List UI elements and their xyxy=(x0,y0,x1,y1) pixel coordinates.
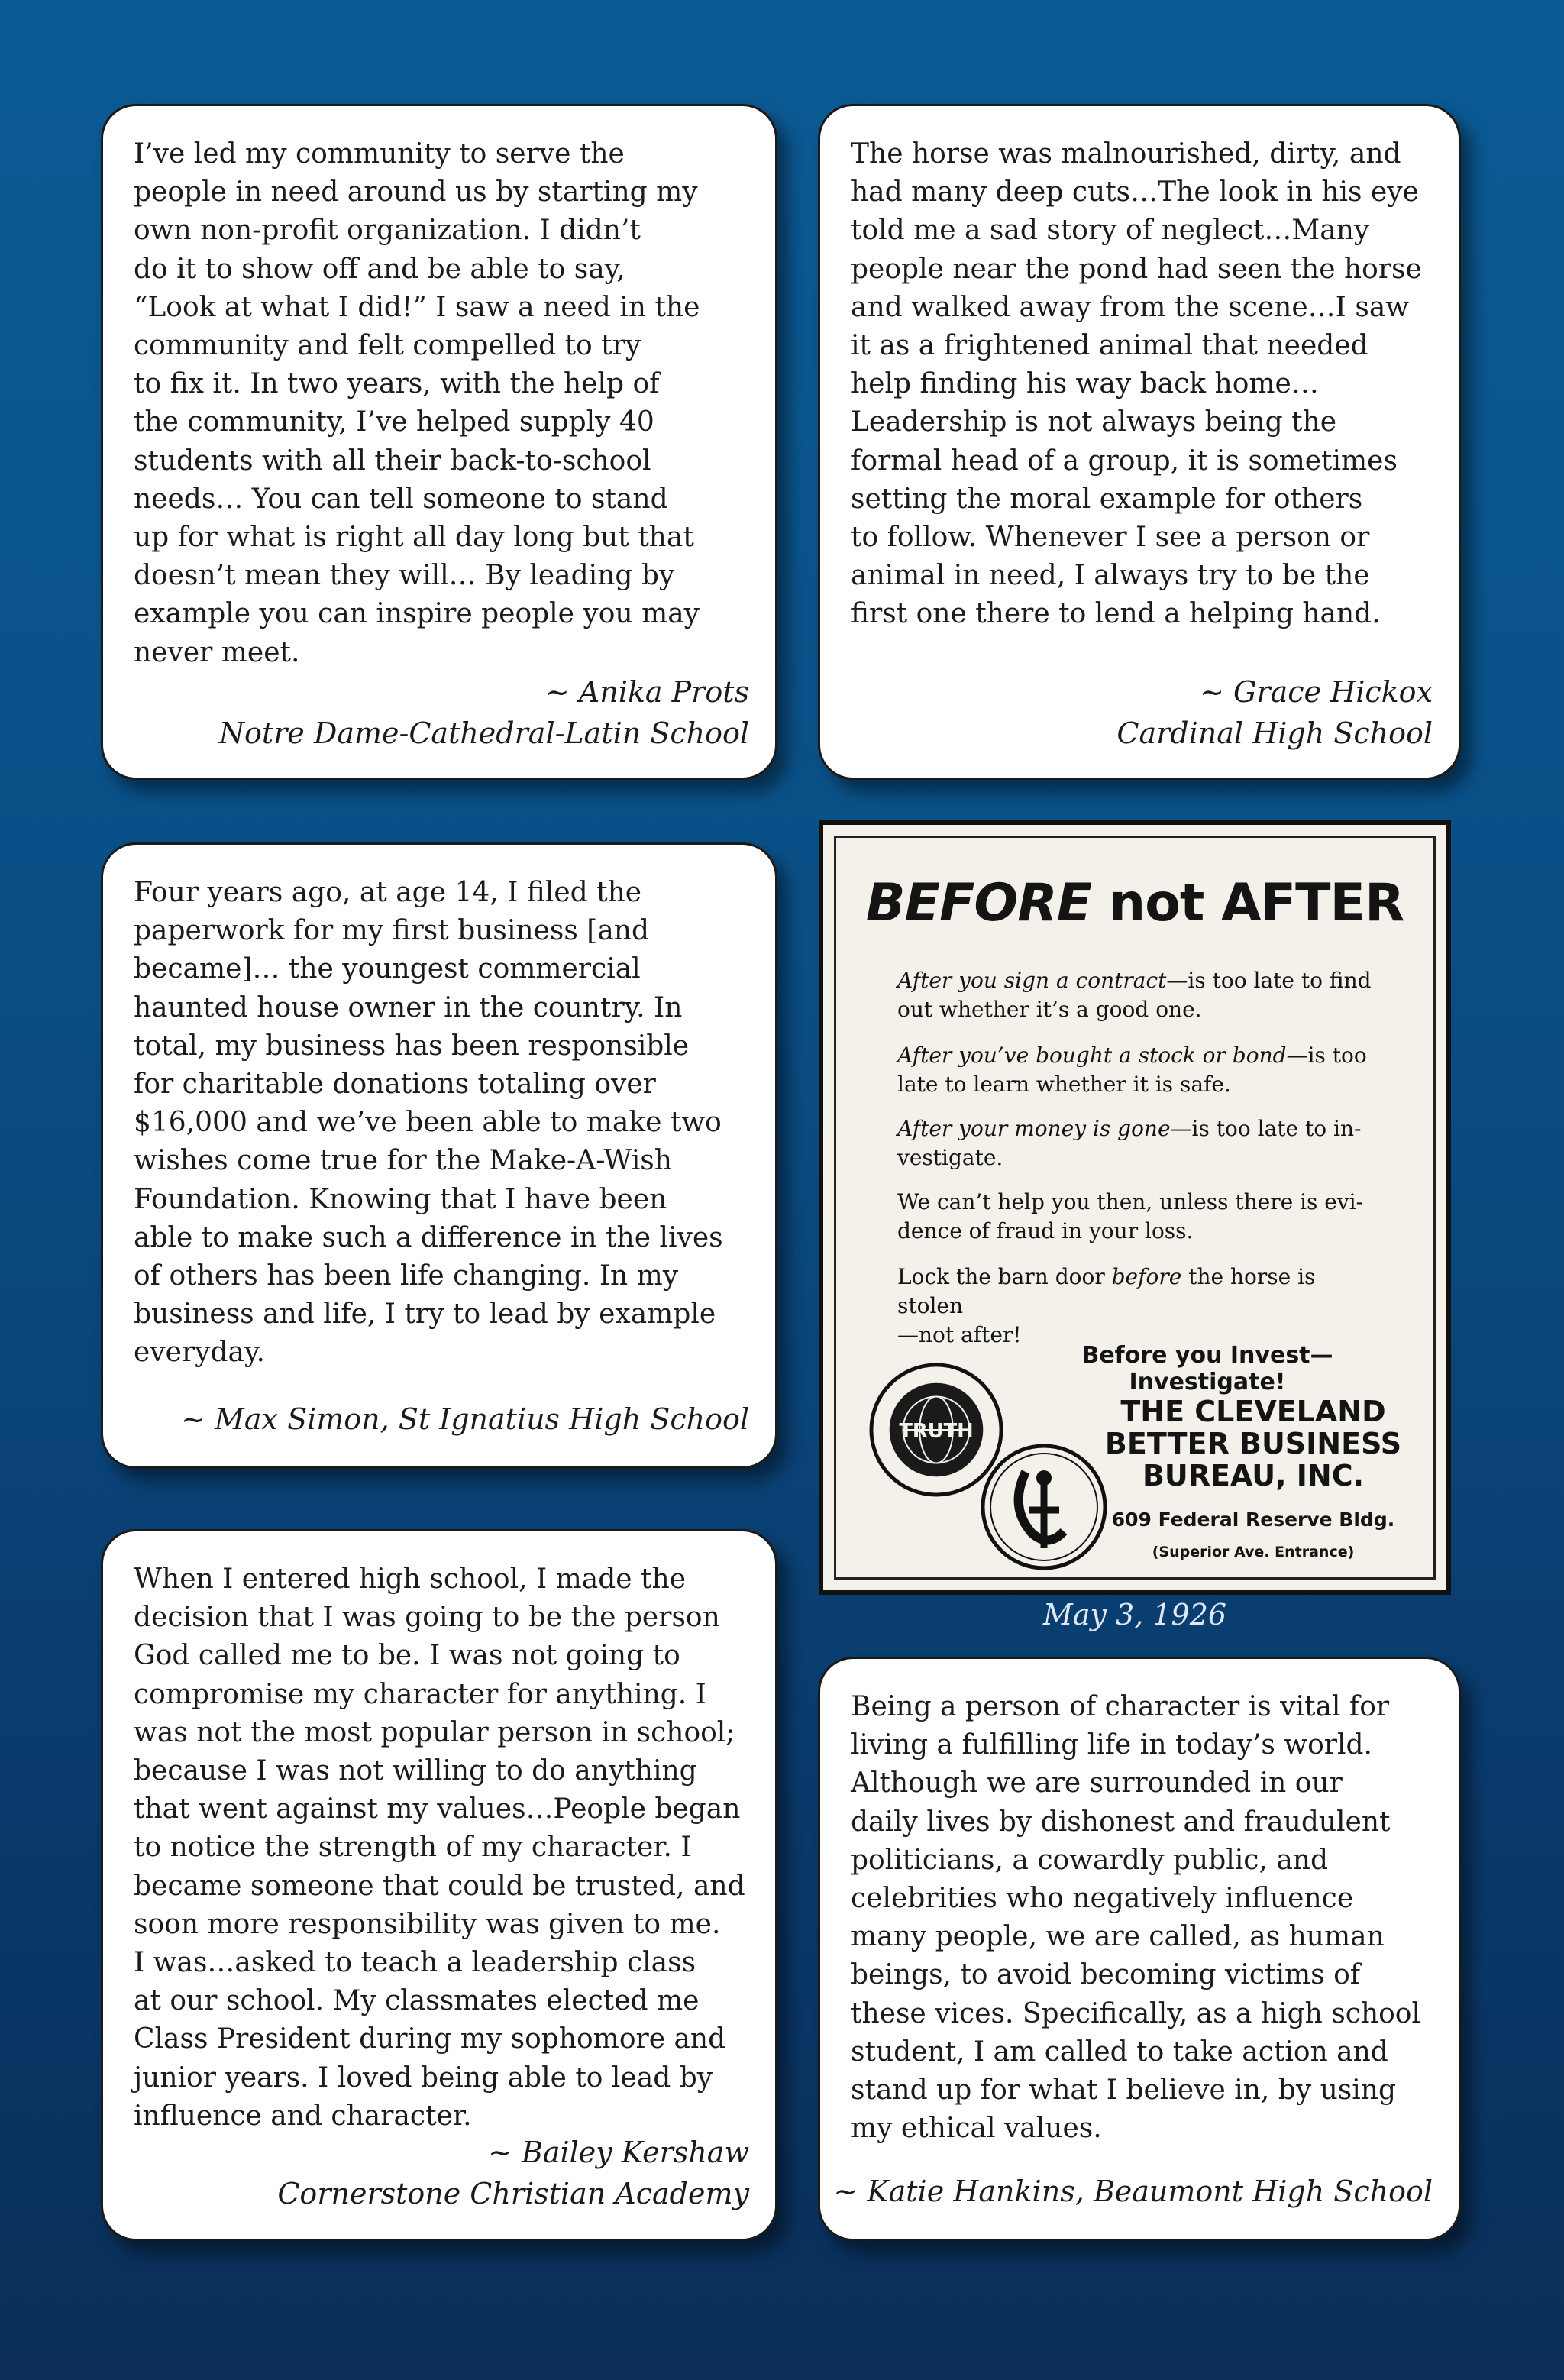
newspaper-ad xyxy=(819,820,1451,1595)
ad-line-stock: After you’ve bought a stock or bond—is too late to learn whether it is safe. xyxy=(897,1043,1367,1097)
ad-address: 609 Federal Reserve Bldg. xyxy=(1111,1509,1395,1531)
quote-text: Being a person of character is vital for living a fulfilling life in today’s world. Although we are surrounded in our daily lives by dishonest and fraudulent politicians, a cowardly public, and celebrities who negatively influence many people, we are called, as human beings, to avoid becoming victims of these vices. Specifically, as a high school student, I am called to take action and stand up for what I believe in, by using my ethical values. xyxy=(851,1691,1420,2145)
quote-attribution: ~ Anika Prots Notre Dame-Cathedral-Latin School xyxy=(218,675,749,750)
quote-attribution: ~ Katie Hankins, Beaumont High School xyxy=(833,2175,1433,2208)
quote-card-katie-hankins xyxy=(818,1657,1461,2241)
quote-text: I’ve led my community to serve the people in need around us by starting my own non-profit organization. I didn’t do it to show off and be able to say, “Look at what I did!” I saw a need in the community and felt compelled to try to fix it. In two years, with the help of the community, I’ve helped supply 40 students with all their back-to-school needs… You can tell someone to stand up for what is right all day long but that doesn’t mean they will… By leading by example you can inspire people you may never meet. xyxy=(134,138,700,668)
ad-title xyxy=(836,873,1433,933)
quote-attribution: ~ Max Simon, St Ignatius High School xyxy=(181,1402,749,1436)
seal-text: TRUTH xyxy=(899,1419,974,1443)
ad-invest-tagline: Before you Invest—Investigate! xyxy=(1081,1342,1333,1395)
quote-attribution: ~ Bailey Kershaw Cornerstone Christian Academy xyxy=(277,2136,749,2210)
quote-text: When I entered high school, I made the decision that I was going to be the person God called me to be. I was not going to compromise my character for anything. I was not the most popular person in school; because I was not willing to do anything that went against my values…People began to notice the strength of my character. I became someone that could be trusted, and soon more responsibility was given to me. I was…asked to teach a leadership class at our school. My classmates elected me Class President during my sophomore and junior years. I loved being able to lead by influence and character. xyxy=(134,1563,745,2132)
ad-title-before: BEFORE xyxy=(865,873,1092,933)
ad-date-caption: May 3, 1926 xyxy=(1042,1598,1227,1631)
ad-entrance: (Superior Ave. Entrance) xyxy=(1152,1544,1355,1560)
ad-title-rest: not AFTER xyxy=(1091,873,1404,933)
quote-card-grace-hickox xyxy=(818,104,1461,780)
ad-inner-border xyxy=(834,836,1436,1580)
ad-line-contract: After you sign a contract—is too late to find out whether it’s a good one. xyxy=(897,968,1372,1022)
bbb-logo-icon xyxy=(978,1441,1110,1573)
quote-card-bailey-kershaw xyxy=(101,1529,777,2241)
quote-card-anika-prots xyxy=(101,104,777,780)
ad-organization-name: THE CLEVELAND BETTER BUSINESS BUREAU, INC. xyxy=(1104,1395,1402,1492)
quote-attribution: ~ Grace Hickox Cardinal High School xyxy=(1116,675,1433,750)
quote-text: Four years ago, at age 14, I filed the paperwork for my first business [and became]… the youngest commercial haunted house owner in the country. In total, my business has been responsible for charitable donations totaling over $16,000 and we’ve been able to make two wishes come true for the Make-A-Wish Foundation. Knowing that I have been able to make such a difference in the lives of others has been life changing. In my business and life, I try to lead by example everyday. xyxy=(134,877,723,1369)
ad-line-money: After your money is gone—is too late to in- vestigate. xyxy=(897,1116,1362,1170)
quote-card-max-simon xyxy=(101,842,777,1469)
ad-line-barn: Lock the barn door before the horse is stolen —not after! xyxy=(897,1264,1316,1347)
ad-line-fraud: We can’t help you then, unless there is evi- dence of fraud in your loss. xyxy=(897,1189,1364,1243)
quote-text: The horse was malnourished, dirty, and had many deep cuts…The look in his eye told me a sad story of neglect…Many people near the pond had seen the horse and walked away from the scene…I saw it as a frightened animal that needed help finding his way back home… Leadership is not always being the formal head of a group, it is sometimes setting the moral example for others to follow. Whenever I see a person or animal in need, I always try to be the first one there to lend a helping hand. xyxy=(851,138,1422,630)
